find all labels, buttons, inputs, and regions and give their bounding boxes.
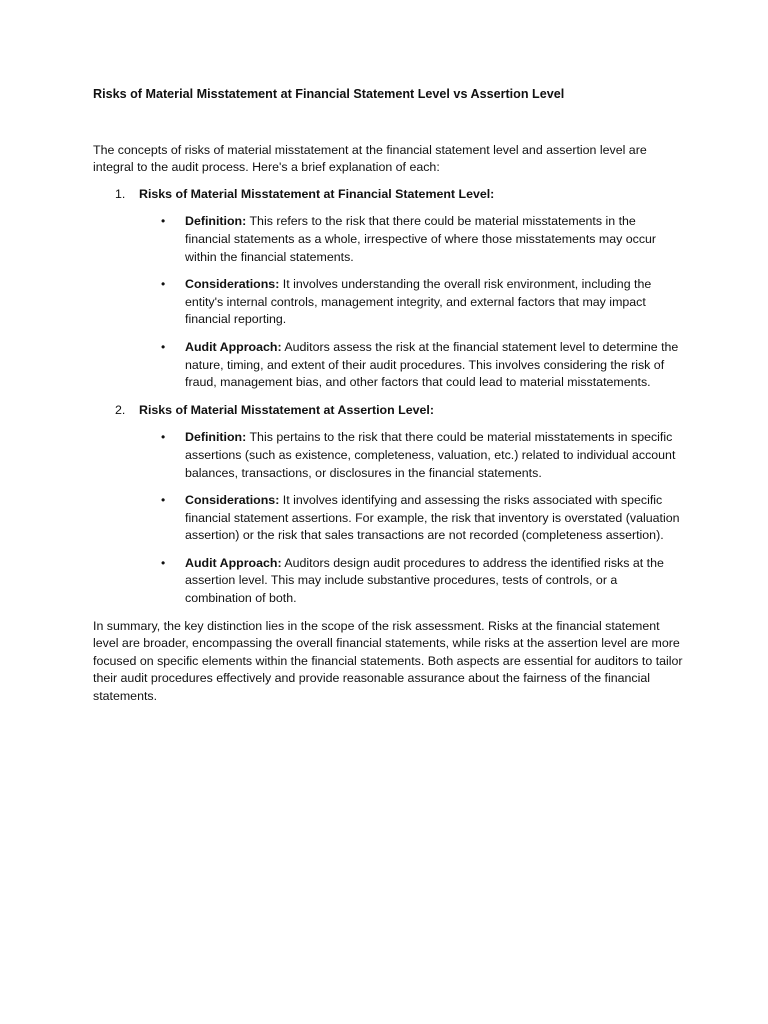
bullet-term: Considerations: xyxy=(185,277,280,292)
document-title: Risks of Material Misstatement at Financial Statement Level vs Assertion Level xyxy=(93,87,565,101)
bullet-item xyxy=(93,339,683,392)
bullet-term: Audit Approach: xyxy=(185,339,282,354)
bullet-text: This pertains to the risk that there could be material misstatements in specific assertions (such as existence, completeness, valuation, etc.) related to individual account balances, transactions, or disclosures in the financial statements. xyxy=(185,430,676,480)
section-number: 1. xyxy=(115,186,126,201)
bullet-term: Considerations: xyxy=(185,493,280,508)
bullet-icon: • xyxy=(161,555,166,570)
bullet-icon: • xyxy=(161,339,166,354)
section-number: 2. xyxy=(115,402,126,417)
section-item xyxy=(93,402,683,608)
bullet-icon: • xyxy=(161,214,166,229)
bullet-icon: • xyxy=(161,277,166,292)
bullet-term: Audit Approach: xyxy=(185,555,282,570)
bullet-text: This refers to the risk that there could be material misstatements in the financial statements as a whole, irrespective of where those misstatements may occur within the financial statements. xyxy=(185,214,657,264)
bullet-list xyxy=(93,213,683,391)
bullet-icon: • xyxy=(161,430,166,445)
intro-paragraph: The concepts of risks of material misstatement at the financial statement level and assertion level are integral to the audit process. Here's a brief explanation of each: xyxy=(93,142,647,175)
section-heading-row xyxy=(93,186,683,204)
summary-paragraph: In summary, the key distinction lies in the scope of the risk assessment. Risks at the financial statement level are broader, encompassing the overall financial statements, while risks at the assertion level are more focused on specific elements within the financial statements. Both aspects are essential for auditors to tailor their audit procedures effectively and provide reasonable assurance about the fairness of the financial statements. xyxy=(93,618,683,704)
bullet-text: Auditors assess the risk at the financial statement level to determine the nature, timing, and extent of their audit procedures. This involves considering the risk of fraud, management bias, and other factors that could lead to material misstatements. xyxy=(185,339,679,390)
bullet-item xyxy=(93,276,683,329)
bullet-item xyxy=(93,492,683,545)
bullet-item xyxy=(93,213,683,266)
bullet-text: It involves identifying and assessing the risks associated with specific financial statement assertions. For example, the risk that inventory is overstated (valuation assertion) or the risk that sales transactions are not recorded (completeness assertion). xyxy=(185,493,680,543)
bullet-text: It involves understanding the overall risk environment, including the entity's internal controls, management integrity, and external factors that may impact financial reporting. xyxy=(185,277,652,327)
bullet-item xyxy=(93,555,683,608)
section-heading: Risks of Material Misstatement at Assertion Level: xyxy=(139,402,434,417)
section-heading: Risks of Material Misstatement at Financial Statement Level: xyxy=(139,186,495,201)
bullet-item xyxy=(93,429,683,482)
bullet-list xyxy=(93,429,683,607)
bullet-text: Auditors design audit procedures to address the identified risks at the assertion level. This may include substantive procedures, tests of controls, or a combination of both. xyxy=(185,555,664,606)
bullet-term: Definition: xyxy=(185,214,247,229)
bullet-icon: • xyxy=(161,493,166,508)
numbered-section-list xyxy=(93,186,683,608)
section-heading-row xyxy=(93,402,683,420)
section-item xyxy=(93,186,683,392)
bullet-term: Definition: xyxy=(185,430,247,445)
document-page xyxy=(93,86,683,706)
